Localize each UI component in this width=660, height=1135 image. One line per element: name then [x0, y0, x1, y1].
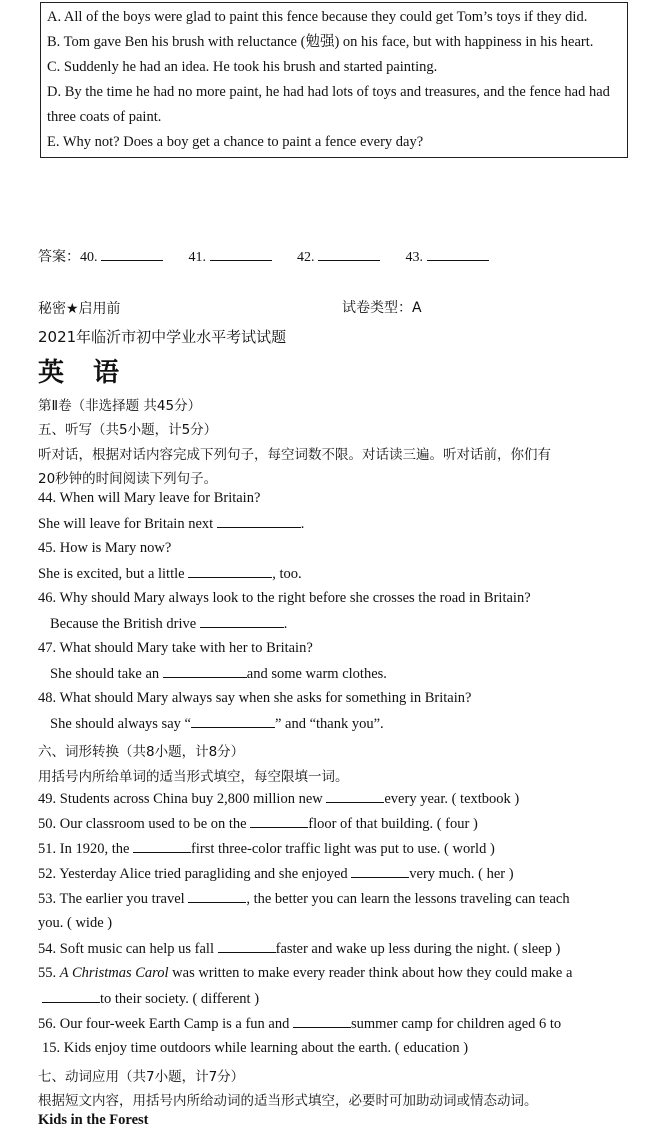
question-text: 53. The earlier you travel	[38, 891, 185, 907]
fill-blank[interactable]	[217, 515, 301, 528]
answer-blank[interactable]	[427, 248, 489, 261]
answer-line	[38, 246, 489, 266]
question-46: 46. Why should Mary always look to the right before she crosses the road in Britain?	[38, 590, 531, 606]
question-48: 48. What should Mary always say when she asks for something in Britain?	[38, 690, 472, 706]
question-56-cont: 15. Kids enjoy time outdoors while learning about the earth. ( education )	[42, 1040, 469, 1056]
answer-blank[interactable]	[318, 248, 380, 261]
answer-num: 41.	[188, 250, 206, 265]
question-53-cont: you. ( wide )	[38, 915, 113, 931]
answer-text: She should always say “	[50, 716, 191, 732]
question-54	[38, 940, 560, 958]
question-text: first three-color traffic light was put to use. ( world )	[191, 841, 495, 857]
question-text: , the better you can learn the lessons traveling can teach	[246, 891, 570, 907]
subject-title: 英 语	[38, 358, 130, 388]
fill-blank[interactable]	[218, 940, 276, 953]
fill-blank[interactable]	[351, 865, 409, 878]
fill-blank[interactable]	[191, 715, 275, 728]
answer-label: 答案：	[38, 249, 80, 265]
answer-num: 43.	[405, 250, 423, 265]
fill-blank[interactable]	[42, 990, 100, 1003]
fill-blank[interactable]	[326, 790, 384, 803]
answer-text: She should take an	[50, 666, 160, 682]
fill-blank[interactable]	[250, 815, 308, 828]
question-45: 45. How is Mary now?	[38, 540, 172, 556]
option-d: D. By the time he had no more paint, he had had lots of toys and treasures, and the fence had had	[47, 84, 610, 100]
answer-text: and some warm clothes.	[246, 666, 387, 682]
fill-blank[interactable]	[200, 615, 284, 628]
paper-type: 试卷类型：A	[342, 300, 422, 316]
answer-48	[50, 715, 384, 733]
answer-text: She will leave for Britain next	[38, 516, 214, 532]
answer-text: , too.	[272, 566, 302, 582]
option-c: C. Suddenly he had an idea. He took his brush and started painting.	[47, 59, 438, 75]
section-heading: 六、词形转换（共8小题，计8分）	[38, 744, 245, 760]
secret-label: 秘密★启用前	[38, 301, 121, 317]
instructions: 20秒钟的时间阅读下列句子。	[38, 471, 218, 487]
question-text: summer camp for children aged 6 to	[351, 1016, 562, 1032]
answer-blank[interactable]	[101, 248, 163, 261]
options-box	[40, 2, 628, 158]
question-49	[38, 790, 519, 808]
question-text: very much. ( her )	[409, 866, 514, 882]
question-55-cont	[42, 990, 259, 1008]
part-heading: 第Ⅱ卷（非选择题 共45分）	[38, 398, 202, 414]
instructions: 听对话，根据对话内容完成下列句子，每空词数不限。对话读三遍。听对话前，你们有	[38, 447, 551, 463]
section-heading: 五、听写（共5小题，计5分）	[38, 422, 218, 438]
option-d-cont: three coats of paint.	[47, 109, 162, 125]
question-text: faster and wake up less during the night. ( sleep )	[275, 941, 561, 957]
answer-46: Because the British drive .	[50, 616, 288, 632]
fill-blank[interactable]	[133, 840, 191, 853]
fill-blank[interactable]	[293, 1015, 351, 1028]
question-50	[38, 815, 478, 833]
answer-47	[50, 665, 387, 683]
instructions: 根据短文内容，用括号内所给动词的适当形式填空，必要时可加助动词或情态动词。	[38, 1093, 538, 1109]
question-text: 52. Yesterday Alice tried paragliding and she enjoyed	[38, 866, 348, 882]
question-text: 50. Our classroom used to be on the	[38, 816, 247, 832]
question-text: floor of that building. ( four )	[308, 816, 478, 832]
option-a: A. All of the boys were glad to paint this fence because they could get Tom’s toys if they did.	[47, 9, 588, 25]
answer-text: ” and “thank you”.	[274, 716, 384, 732]
question-text: 51. In 1920, the	[38, 841, 130, 857]
question-55	[38, 965, 572, 982]
question-text: every year. ( textbook )	[384, 791, 520, 807]
question-text: to their society. ( different )	[100, 991, 260, 1007]
exam-title: 2021年临沂市初中学业水平考试试题	[38, 328, 287, 346]
option-b: B. Tom gave Ben his brush with reluctance (勉强) on his face, but with happiness in his heart.	[47, 34, 594, 50]
question-51	[38, 840, 495, 858]
answer-text: Because the British drive	[50, 616, 197, 632]
passage-title: Kids in the Forest	[38, 1112, 149, 1128]
answer-num: 42.	[297, 250, 315, 265]
question-text: 49. Students across China buy 2,800 million new	[38, 791, 323, 807]
section-heading: 七、动词应用（共7小题，计7分）	[38, 1069, 245, 1085]
answer-45	[38, 565, 302, 583]
option-e: E. Why not? Does a boy get a chance to paint a fence every day?	[47, 134, 424, 150]
question-text: 54. Soft music can help us fall	[38, 941, 214, 957]
book-title: A Christmas Carol	[59, 965, 169, 981]
question-44: 44. When will Mary leave for Britain?	[38, 490, 261, 506]
answer-text: She is excited, but a little	[38, 566, 185, 582]
question-text: 56. Our four-week Earth Camp is a fun and	[38, 1016, 290, 1032]
fill-blank[interactable]	[188, 890, 246, 903]
question-47: 47. What should Mary take with her to Britain?	[38, 640, 313, 656]
answer-blank[interactable]	[210, 248, 272, 261]
fill-blank[interactable]	[188, 565, 272, 578]
question-53	[38, 890, 570, 908]
question-56	[38, 1015, 561, 1033]
fill-blank[interactable]	[163, 665, 247, 678]
answer-num: 40.	[80, 250, 98, 265]
answer-44: She will leave for Britain next .	[38, 516, 305, 532]
question-text: was written to make every reader think about how they could make a	[172, 965, 573, 981]
question-52	[38, 865, 514, 883]
question-number: 55.	[38, 965, 57, 981]
instructions: 用括号内所给单词的适当形式填空，每空限填一词。	[38, 769, 349, 785]
